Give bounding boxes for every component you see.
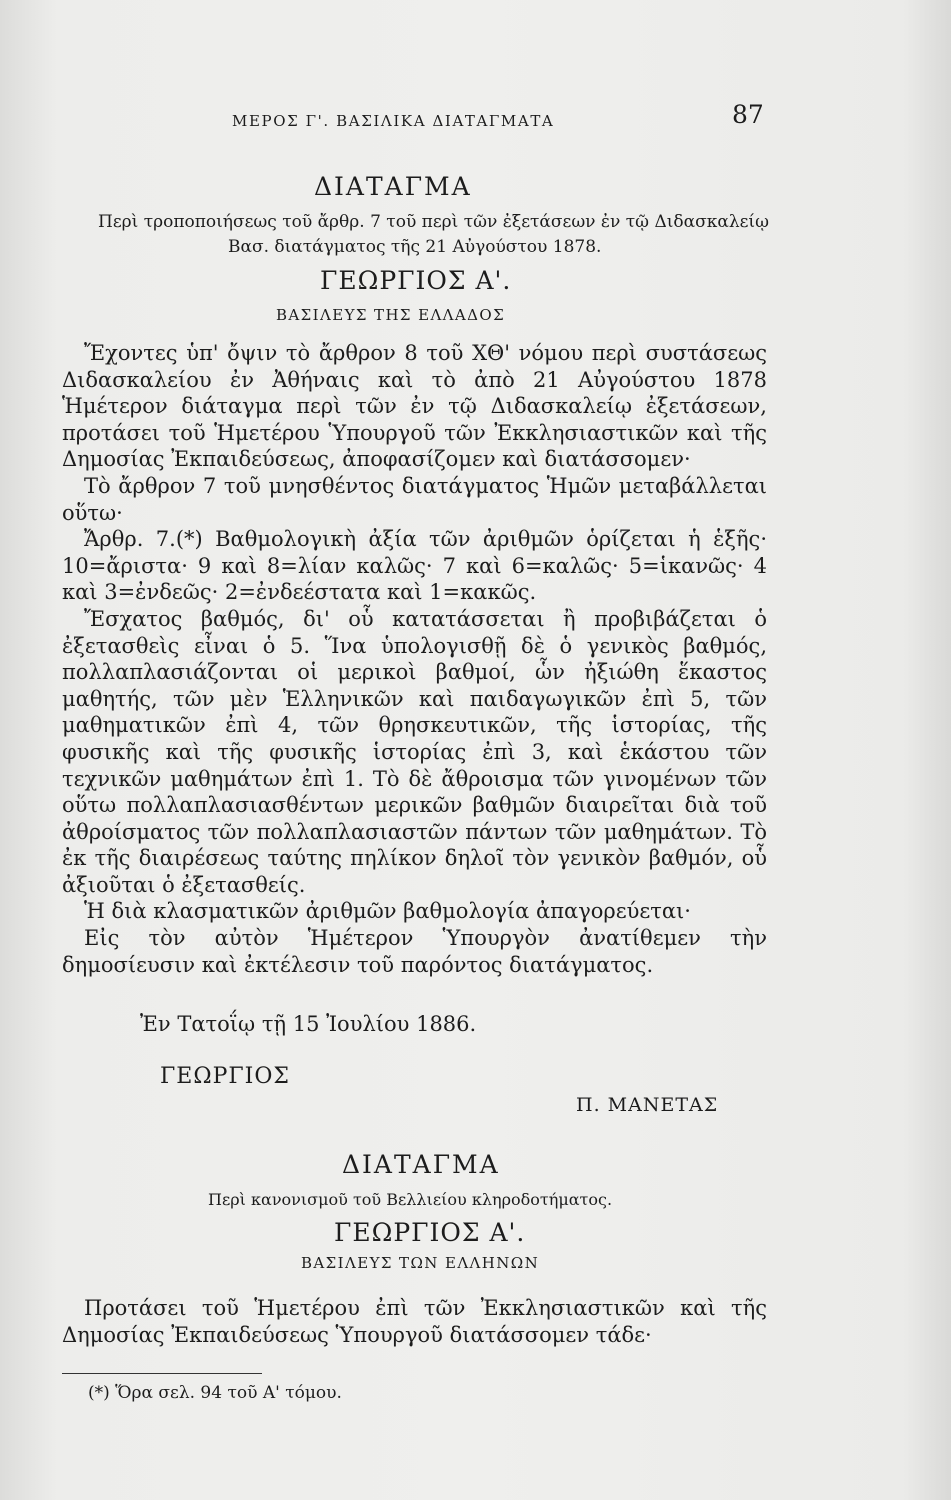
decree1-realm: ΒΑΣΙΛΕΥΣ ΤΗΣ ΕΛΛΑΔΟΣ [276,306,506,324]
footnote: (*) Ὅρα σελ. 94 τοῦ Α' τόμου. [88,1383,342,1403]
running-head: ΜΕΡΟΣ Γ'. ΒΑΣΙΛΙΚΑ ΔΙΑΤΑΓΜΑΤΑ [232,112,555,130]
decree2-subject: Περὶ κανονισμοῦ τοῦ Βελλιείου κληροδοτήματος. [208,1190,613,1209]
decree1-date-line: Ἐν Τατοΐῳ τῇ 15 Ἰουλίου 1886. [140,1012,477,1036]
decree1-king: ΓΕΩΡΓΙΟΣ Α'. [320,266,512,295]
decree1-paragraph: Τὸ ἄρθρον 7 τοῦ μνησθέντος διατάγματος Ἡμῶν μεταβάλλεται οὕτω· [62,473,767,525]
footnote-divider [62,1373,262,1374]
decree1-paragraph: Ἔχοντες ὑπ' ὄψιν τὸ ἄρθρον 8 τοῦ ΧΘ' νόμου περὶ συστάσεως Διδασκαλείου ἐν Ἀθήναις καὶ τὸ ἀπὸ 21 Αὐγούστου 1878 Ἡμέτερον διάταγμα περὶ τῶν ἐν τῷ Διδασκαλείῳ ἐξετάσεων, προτάσει τοῦ Ἡμετέρου Ὑπουργοῦ τῶν Ἐκκλησιαστικῶν καὶ τῆς Δημοσίας Ἐκπαιδεύσεως, ἀποφασίζομεν καὶ διατάσσομεν· [62,341,767,472]
decree2-title: ΔΙΑΤΑΓΜΑ [342,1150,500,1179]
decree1-title: ΔΙΑΤΑΓΜΑ [314,172,472,201]
decree1-paragraph: Ἔσχατος βαθμός, δι' οὗ κατατάσσεται ἢ προβιβάζεται ὁ ἐξετασθεὶς εἶναι ὁ 5. Ἵνα ὑπολογισθῇ δὲ ὁ γενικὸς βαθμός, πολλαπλασιάζονται οἱ μερικοὶ βαθμοί, ὧν ἠξιώθη ἕκαστος μαθητής, τῶν μὲν Ἑλληνικῶν καὶ παιδαγωγικῶν ἐπὶ 5, τῶν μαθηματικῶν ἐπὶ 4, τῶν θρησκευτικῶν, τῆς ἱστορίας, τῆς φυσικῆς καὶ τῆς φυσικῆς ἱστορίας ἐπὶ 3, καὶ ἑκάστου τῶν τεχνικῶν μαθημάτων ἐπὶ 1. Τὸ δὲ ἄθροισμα τῶν γινομένων τῶν οὕτω πολλαπλασιασθέντων μερικῶν βαθμῶν διαιρεῖται διὰ τοῦ ἀθροίσματος τῶν πολλαπλασιαστῶν πάντων τῶν μαθημάτων. Τὸ ἐκ τῆς διαιρέσεως ταύτης πηλίκον δηλοῖ τὸν γενικὸν βαθμόν, οὗ ἀξιοῦται ὁ ἐξετασθείς. [62,606,767,897]
decree1-paragraph: Εἰς τὸν αὐτὸν Ἡμέτερον Ὑπουργὸν ἀνατίθεμεν τὴν δημοσίευσιν καὶ ἐκτέλεσιν τοῦ παρόντος διατάγματος. [62,926,767,977]
decree2-realm: ΒΑΣΙΛΕΥΣ ΤΩΝ ΕΛΛΗΝΩΝ [301,1254,540,1272]
page-number: 87 [732,100,764,129]
signature-king: ΓΕΩΡΓΙΟΣ [160,1064,290,1089]
decree1-article: Ἄρθρ. 7.(*) Βαθμολογικὴ ἀξία τῶν ἀριθμῶν ὁρίζεται ἡ ἑξῆς· 10=ἄριστα· 9 καὶ 8=λίαν καλῶς· 7 καὶ 6=καλῶς· 5=ἱκανῶς· 4 καὶ 3=ἐνδεῶς· 2=ἐνδεέστατα καὶ 1=κακῶς. [62,527,767,605]
decree1-subject-line1: Περὶ τροποποιήσεως τοῦ ἄρθρ. 7 τοῦ περὶ τῶν ἐξετάσεων ἐν τῷ Διδασκαλείῳ [98,212,769,232]
decree1-body [62,340,767,978]
decree2-king: ΓΕΩΡΓΙΟΣ Α'. [334,1218,526,1247]
decree1-subject-line2: Βασ. διατάγματος τῆς 21 Αὐγούστου 1878. [228,237,602,257]
signature-minister: Π. ΜΑΝΕΤΑΣ [576,1094,719,1116]
decree2-body [62,1295,767,1348]
decree2-paragraph: Προτάσει τοῦ Ἡμετέρου ἐπὶ τῶν Ἐκκλησιαστικῶν καὶ τῆς Δημοσίας Ἐκπαιδεύσεως Ὑπουργοῦ διατάσσομεν τάδε· [62,1296,767,1347]
decree1-paragraph: Ἡ διὰ κλασματικῶν ἀριθμῶν βαθμολογία ἀπαγορεύεται· [84,899,691,924]
